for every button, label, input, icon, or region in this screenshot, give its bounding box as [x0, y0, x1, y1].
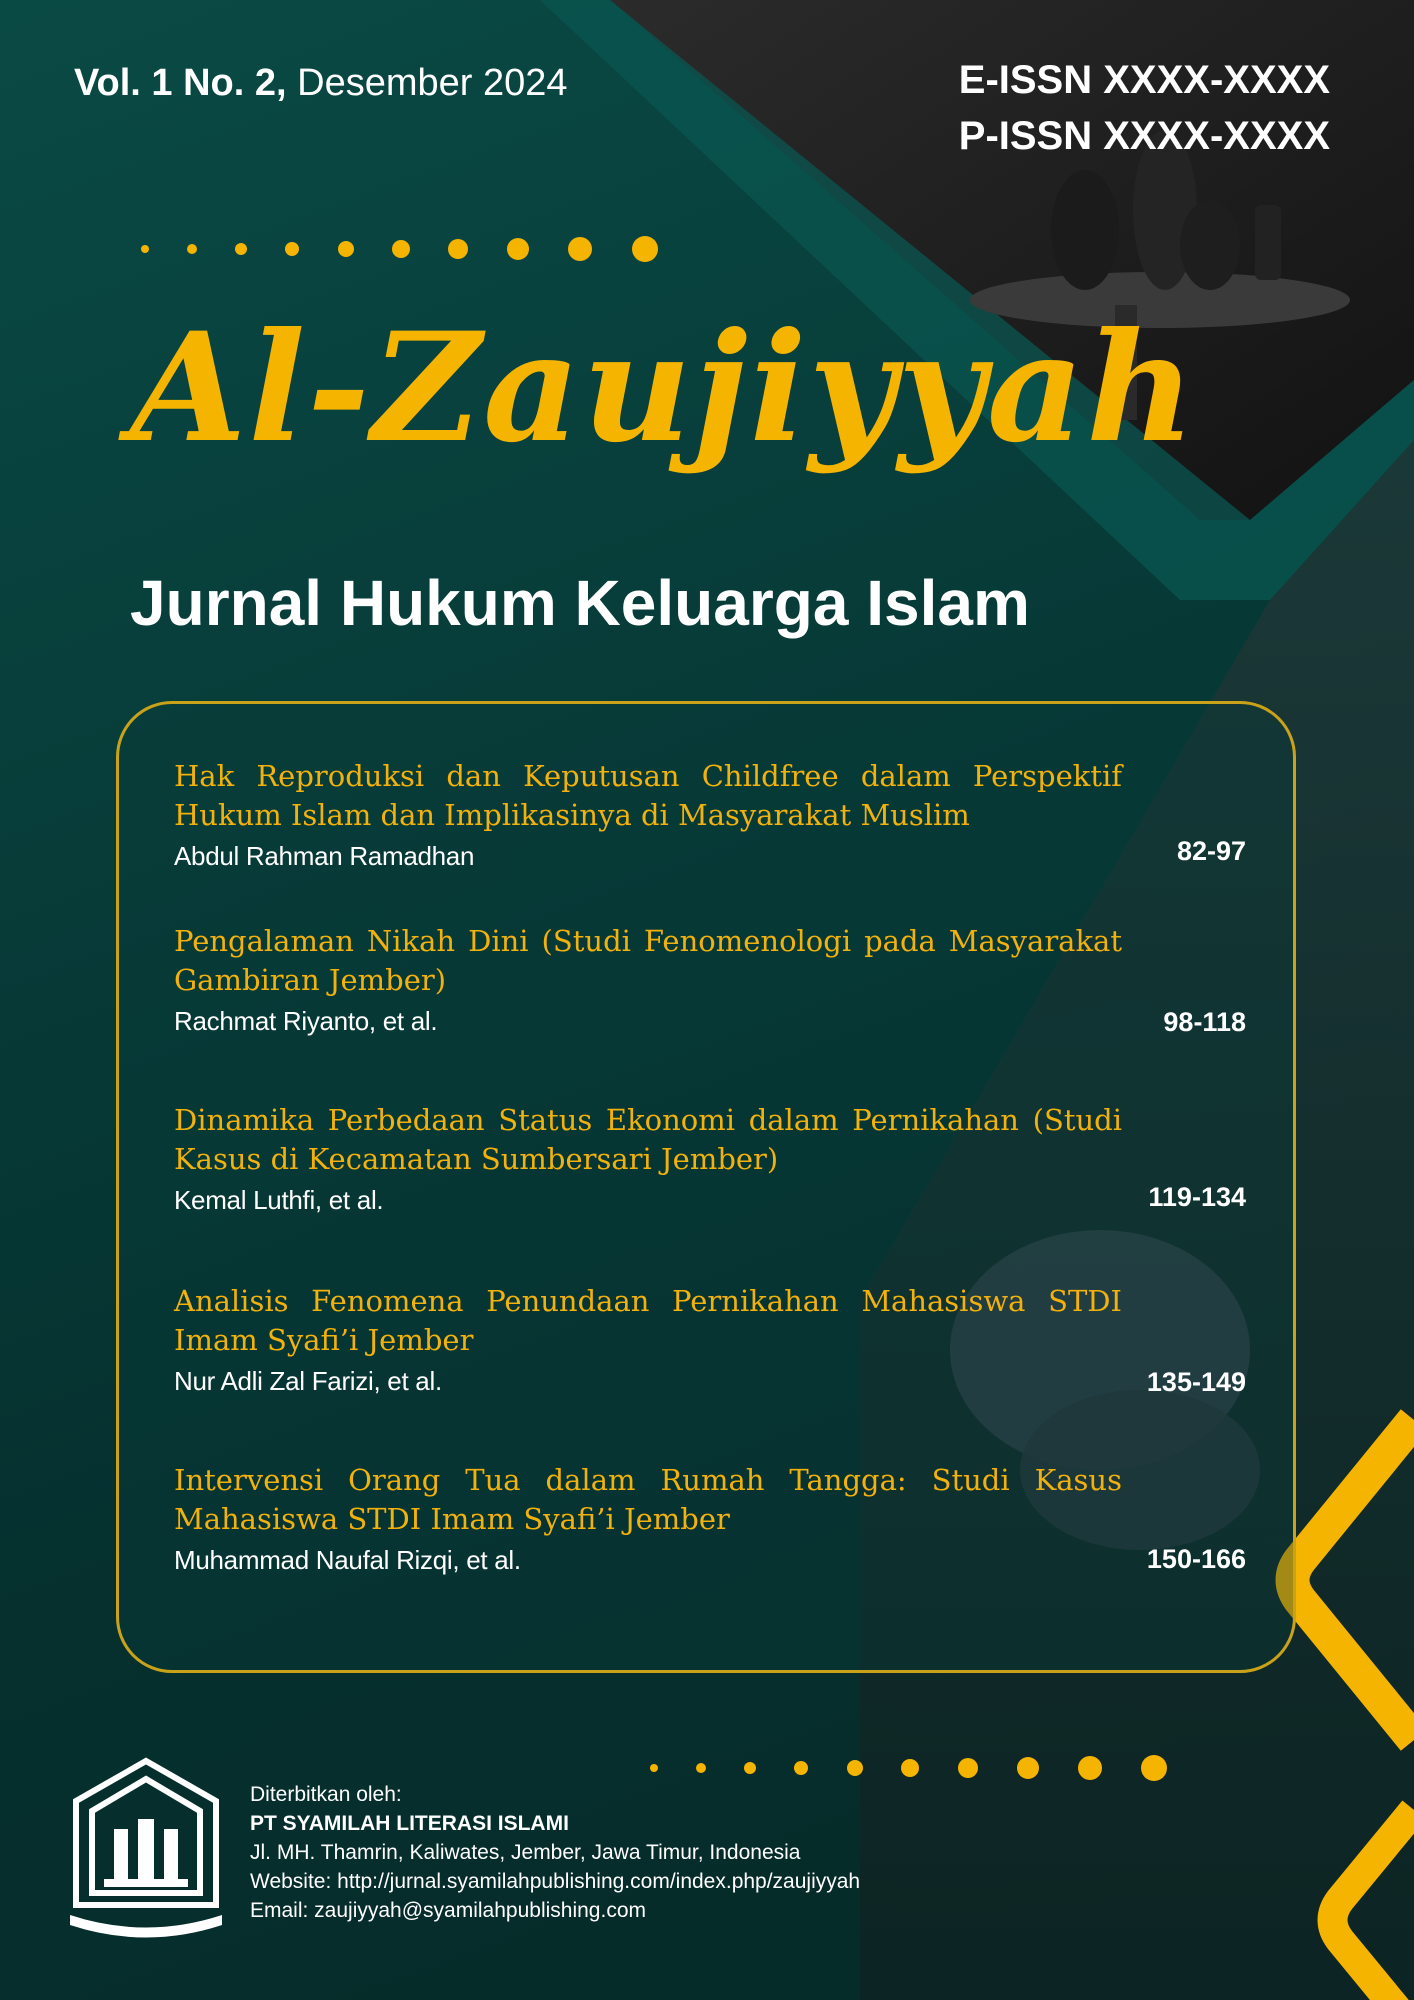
- decorative-dot-row-top: [141, 236, 658, 262]
- article-item[interactable]: [174, 1461, 1246, 1576]
- article-author: Kemal Luthfi, et al.: [174, 1185, 384, 1215]
- volume-number: Vol. 1 No. 2,: [74, 62, 287, 104]
- publisher-address: Jl. MH. Thamrin, Kaliwates, Jember, Jawa Timur, Indonesia: [250, 1841, 801, 1864]
- publisher-logo-icon: [60, 1755, 232, 1945]
- article-author: Nur Adli Zal Farizi, et al.: [174, 1366, 442, 1396]
- article-title[interactable]: Analisis Fenomena Penundaan Pernikahan Mahasiswa STDI Imam Syafi’i Jember: [174, 1284, 1122, 1357]
- publisher-info: [250, 1780, 860, 1925]
- journal-title: Al-Zaujiyyah: [130, 300, 1198, 476]
- article-title[interactable]: Dinamika Perbedaan Status Ekonomi dalam Pernikahan (Studi Kasus di Kecamatan Sumbersari Jember): [174, 1103, 1122, 1176]
- article-pages: 98-118: [1163, 1007, 1246, 1037]
- publisher-name: PT SYAMILAH LITERASI ISLAMI: [250, 1812, 569, 1835]
- vase-1: [1051, 170, 1119, 290]
- article-title[interactable]: Pengalaman Nikah Dini (Studi Fenomenologi pada Masyarakat Gambiran Jember): [174, 924, 1122, 997]
- article-author: Abdul Rahman Ramadhan: [174, 841, 475, 871]
- article-title[interactable]: Hak Reproduksi dan Keputusan Childfree dalam Perspektif Hukum Islam dan Implikasinya di Masyarakat Muslim: [174, 759, 1122, 832]
- issue-date: Desember 2024: [297, 62, 568, 104]
- article-item[interactable]: [174, 922, 1246, 1037]
- volume-issue: [74, 62, 568, 105]
- article-pages: 150-166: [1146, 1544, 1246, 1574]
- article-author: Muhammad Naufal Rizqi, et al.: [174, 1545, 521, 1575]
- article-item[interactable]: [174, 757, 1246, 872]
- publisher-website[interactable]: Website: http://jurnal.syamilahpublishing.com/index.php/zaujiyyah: [250, 1870, 861, 1893]
- article-pages: 82-97: [1176, 836, 1246, 866]
- publisher-label: Diterbitkan oleh:: [250, 1783, 402, 1806]
- article-item[interactable]: [174, 1101, 1246, 1216]
- article-item[interactable]: [174, 1282, 1246, 1397]
- journal-subtitle: Jurnal Hukum Keluarga Islam: [130, 567, 1030, 639]
- article-pages: 119-134: [1148, 1182, 1246, 1212]
- article-pages: 135-149: [1146, 1367, 1246, 1397]
- vase-3: [1180, 200, 1240, 290]
- article-title[interactable]: Intervensi Orang Tua dalam Rumah Tangga: Studi Kasus Mahasiswa STDI Imam Syafi’i Jember: [174, 1463, 1122, 1536]
- bottle: [1255, 205, 1281, 280]
- publisher-email[interactable]: Email: zaujiyyah@syamilahpublishing.com: [250, 1899, 646, 1922]
- e-issn: E-ISSN XXXX-XXXX: [958, 58, 1330, 102]
- article-author: Rachmat Riyanto, et al.: [174, 1006, 438, 1036]
- p-issn: P-ISSN XXXX-XXXX: [958, 114, 1330, 158]
